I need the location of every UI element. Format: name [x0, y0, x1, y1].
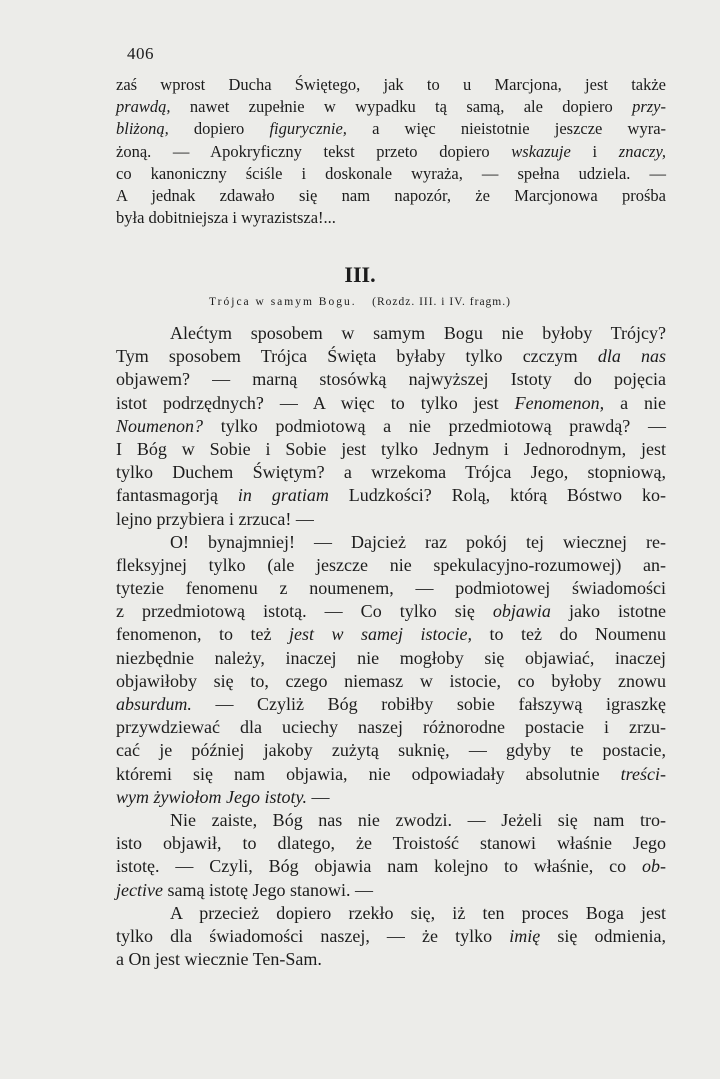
text-segment: fenomenon, to też: [116, 624, 289, 645]
text-segment: I Bóg w Sobie i Sobie jest tylko Jednym i Jednorodnym, jest: [116, 438, 666, 459]
text-segment: niezbędnie należy, inaczej nie mogłoby się objawiać, inaczej: [116, 647, 666, 668]
text-line: [116, 368, 666, 391]
text-segment: nawet zupełnie w wypadku tą samą, ale dopiero: [170, 97, 633, 117]
text-line: [116, 531, 666, 554]
text-segment: się odmienia,: [540, 925, 666, 946]
text-segment: któremi się nam objawia, nie odpowiadały absolutnie: [116, 763, 621, 784]
text-line: [116, 461, 666, 484]
text-line: [116, 322, 666, 345]
text-segment: isto objawił, to dlatego, że Troistość stanowi właśnie Jego: [116, 833, 666, 854]
text-line: [116, 786, 666, 809]
text-line: [116, 809, 666, 832]
text-line: [116, 554, 666, 577]
text-segment: istotę. — Czyli, Bóg objawia nam kolejno to właśnie, co: [116, 856, 642, 877]
italic-segment: treści-: [620, 763, 666, 784]
text-line: [116, 600, 666, 623]
text-line: [116, 855, 666, 878]
text-segment: i: [570, 141, 619, 161]
text-segment: a nie: [604, 392, 667, 413]
text-segment: samą istotę Jego stanowi. —: [162, 879, 373, 900]
text-segment: fantasmagorją: [116, 485, 238, 506]
text-segment: a On jest wiecznie Ten-Sam.: [116, 949, 322, 970]
text-segment: lejno przybiera i zrzuca! —: [116, 508, 314, 529]
italic-segment: jest w samej istocie,: [288, 624, 472, 645]
italic-segment: dla nas: [597, 346, 666, 367]
text-line: [116, 141, 666, 163]
section-source: (Rozdz. III. i IV. fragm.): [372, 296, 511, 308]
text-segment: Nie zaiste, Bóg nas nie zwodzi. — Jeżeli się nam tro-: [170, 809, 666, 830]
italic-segment: Noumenon?: [116, 415, 203, 436]
italic-segment: przy-: [632, 97, 666, 117]
page-number: 406: [127, 44, 154, 63]
text-segment: objawiłoby się to, czego niemasz w istocie, co byłoby znowu: [116, 670, 666, 691]
text-segment: była dobitniejsza i wyrazistsza!...: [116, 208, 336, 228]
text-segment: tytezie fenomenu z noumenem, — podmiotowej świadomości: [116, 578, 666, 599]
text-segment: przywdziewać dla uciechy naszej różnorodne postacie i zrzu-: [116, 717, 666, 738]
text-segment: istot podrzędnych? — A więc to tylko jest: [116, 392, 515, 413]
text-line: [116, 163, 666, 185]
text-line: [116, 415, 666, 438]
section-subheading: [0, 296, 720, 308]
text-segment: zaś wprost Ducha Świętego, jak to u Marcjona, jest także: [116, 75, 666, 94]
text-line: [116, 577, 666, 600]
main-text: [116, 322, 666, 971]
text-line: [116, 623, 666, 646]
section-number: III.: [344, 262, 376, 287]
text-line: [116, 879, 666, 902]
italic-segment: in gratiam: [237, 485, 329, 506]
text-line: [116, 438, 666, 461]
text-segment: objawem? — marną stosówką najwyższej Istoty do pojęcia: [116, 369, 666, 390]
text-line: [116, 763, 666, 786]
text-segment: —: [306, 786, 330, 807]
text-line: [116, 739, 666, 762]
italic-segment: bliżoną,: [116, 119, 169, 139]
text-line: [116, 902, 666, 925]
italic-segment: figurycznie,: [269, 119, 347, 139]
text-segment: tylko podmiotową a nie przedmiotową prawdą? —: [203, 415, 666, 436]
italic-segment: ob-: [642, 856, 666, 877]
text-line: [116, 716, 666, 739]
text-segment: — Czyliż Bóg robiłby sobie fałszywą igraszkę: [191, 694, 666, 714]
text-line: [116, 670, 666, 693]
text-line: [116, 74, 666, 96]
italic-segment: wym żywiołom Jego istoty.: [116, 786, 307, 807]
italic-segment: prawdą,: [116, 97, 171, 117]
text-line: [116, 647, 666, 670]
italic-segment: wskazuje: [511, 141, 571, 161]
text-line: [116, 832, 666, 855]
italic-segment: imię: [509, 925, 541, 946]
italic-segment: Fenomenon,: [514, 392, 605, 413]
text-line: [116, 96, 666, 118]
text-segment: tylko Duchem Świętym? a wrzekoma Trójca Jego, stopniową,: [116, 462, 666, 483]
text-segment: jako istotne: [550, 601, 666, 622]
text-segment: Tym sposobem Trójca Święta byłaby tylko czczym: [116, 346, 598, 367]
text-line: [116, 345, 666, 368]
text-segment: A jednak zdawało się nam napozór, że Marcjonowa prośba: [116, 185, 666, 205]
text-line: [116, 118, 666, 140]
text-segment: co kanoniczny ściśle i doskonale wyraża, — spełna udziela. —: [116, 163, 666, 183]
italic-segment: jective: [116, 879, 163, 900]
text-line: [116, 693, 666, 716]
text-segment: O! bynajmniej! — Dajcież raz pokój tej wiecznej re-: [170, 531, 666, 552]
text-line: [116, 207, 666, 229]
text-segment: a więc nieistotnie jeszcze wyra-: [346, 119, 667, 139]
text-segment: dopiero: [168, 119, 270, 139]
intro-paragraph: [116, 74, 666, 229]
text-segment: fleksyjnej tylko (ale jeszcze nie spekulacyjno-rozumowej) an-: [116, 554, 666, 575]
italic-segment: znaczy,: [618, 141, 666, 161]
text-segment: Ludzkości? Rolą, którą Bóstwo ko-: [328, 485, 666, 506]
text-line: [116, 484, 666, 507]
text-segment: żoną. — Apokryficzny tekst przeto dopiero: [116, 141, 512, 161]
text-segment: Alećtym sposobem w samym Bogu nie byłoby Trójcy?: [170, 323, 666, 343]
text-line: [116, 392, 666, 415]
text-segment: z przedmiotową istotą. — Co tylko się: [116, 601, 493, 622]
section-title: Trójca w samym Bogu.: [209, 296, 357, 308]
text-segment: A przecież dopiero rzekło się, iż ten proces Boga jest: [170, 902, 666, 923]
italic-segment: objawia: [492, 601, 551, 622]
text-segment: tylko dla świadomości naszej, — że tylko: [116, 925, 510, 946]
text-segment: to też do Noumenu: [472, 624, 666, 645]
italic-segment: absurdum.: [116, 694, 192, 714]
text-line: [116, 925, 666, 948]
text-segment: cać je później jakoby zużytą suknię, — gdyby te postacie,: [116, 740, 666, 761]
text-line: [116, 948, 666, 971]
text-line: [116, 508, 666, 531]
text-line: [116, 185, 666, 207]
